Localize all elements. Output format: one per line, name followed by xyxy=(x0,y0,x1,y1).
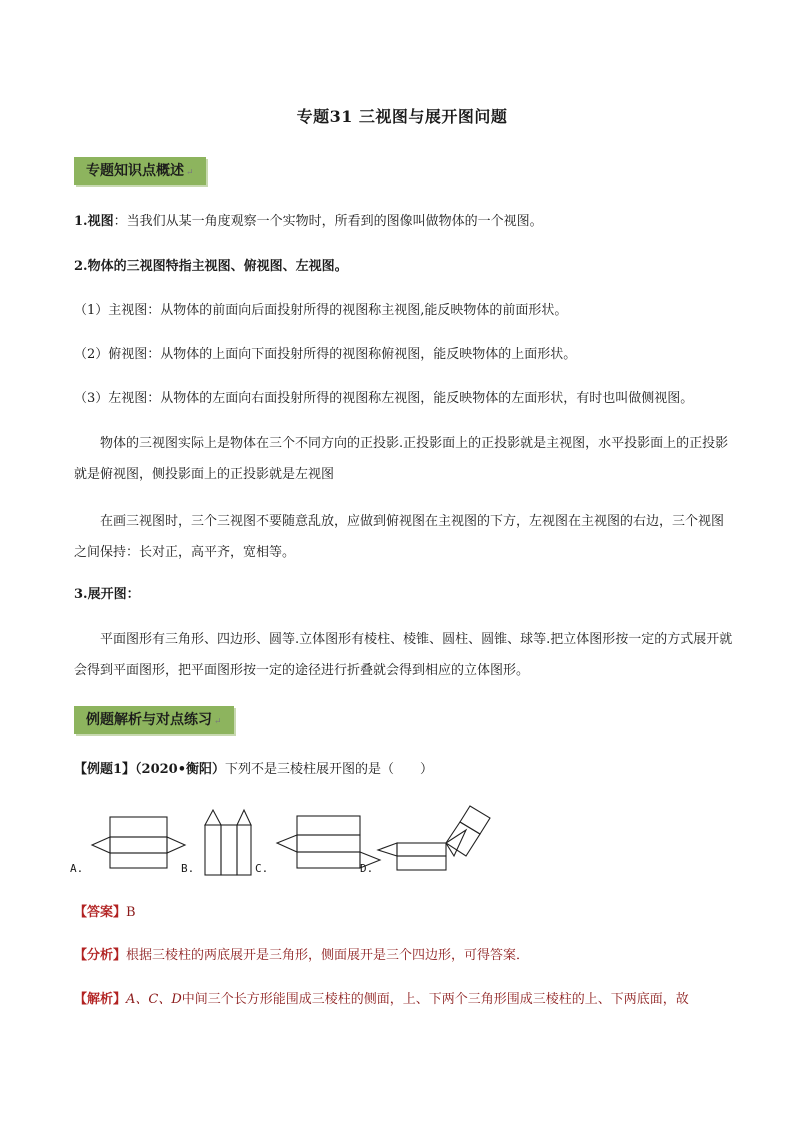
answer-value: B xyxy=(126,905,136,920)
example-source: （2020•衡阳） xyxy=(135,762,226,777)
example-question xyxy=(74,760,734,780)
option-c-label: C. xyxy=(255,862,269,875)
solution-text: 中间三个长方形能围成三棱柱的侧面，上、下两个三角形围成三棱柱的上、下两底面，故 xyxy=(181,992,689,1007)
option-a-label: A. xyxy=(70,862,84,875)
net-heading: 3.展开图： xyxy=(74,587,140,602)
page-title: 专题31 三视图与展开图问题 xyxy=(296,107,508,126)
term-view: 1.视图 xyxy=(74,214,114,229)
option-d-label: D. xyxy=(360,862,374,875)
view-definition-text: ：当我们从某一角度观察一个实物时，所看到的图像叫做物体的一个视图。 xyxy=(113,214,543,229)
paragraph-mark-icon: ↵ xyxy=(214,717,222,727)
section-heading-label: 例题解析与对点练习 xyxy=(86,712,212,728)
option-figures xyxy=(70,800,500,880)
analysis-tag: 【分析】 xyxy=(74,948,127,963)
answer-tag: 【答案】 xyxy=(74,905,127,920)
three-views-heading: 2.物体的三视图特指主视图、俯视图、左视图。 xyxy=(74,259,348,274)
paragraph-left-view: （3）左视图：从物体的左面向右面投射所得的视图称左视图，能反映物体的左面形状，有时也叫做侧视图。 xyxy=(74,391,694,406)
paragraph-front-view: （1）主视图：从物体的前面向后面投射所得的视图称主视图,能反映物体的前面形状。 xyxy=(74,303,568,318)
paragraph-three-views xyxy=(74,257,734,277)
section-heading-overview xyxy=(74,157,206,185)
option-d-figure xyxy=(378,806,490,870)
paragraph-top-view: （2）俯视图：从物体的上面向下面投射所得的视图称俯视图，能反映物体的上面形状。 xyxy=(74,347,577,362)
option-a-figure xyxy=(92,817,185,868)
paragraph-net: 平面图形有三角形、四边形、圆等.立体图形有棱柱、棱锥、圆柱、圆锥、球等.把立体图形按一定的方式展开就会得到平面图形，把平面图形按一定的途径进行折叠就会得到相应的立体图形。 xyxy=(74,632,733,678)
paragraph-projection: 物体的三视图实际上是物体在三个不同方向的正投影.正投影面上的正投影就是主视图，水平投影面上的正投影就是俯视图，侧投影面上的正投影就是左视图 xyxy=(74,436,729,482)
paragraph-net-heading xyxy=(74,585,734,605)
section-heading-examples xyxy=(74,706,234,734)
paragraph-drawing-rules: 在画三视图时，三个三视图不要随意乱放，应做到俯视图在主视图的下方，左视图在主视图的右边，三个视图之间保持：长对正，高平齐，宽相等。 xyxy=(74,514,725,560)
analysis-line xyxy=(74,946,734,966)
option-c-figure xyxy=(277,816,380,868)
answer-line xyxy=(74,903,734,923)
solution-letters: A、C、D xyxy=(126,992,182,1007)
option-b-figure xyxy=(205,810,251,875)
solution-line xyxy=(74,990,754,1010)
solution-tag: 【解析】 xyxy=(74,992,127,1007)
paragraph-mark-icon: ↵ xyxy=(186,168,194,178)
option-b-label: B. xyxy=(181,862,195,875)
example-tag: 【例题1】 xyxy=(74,762,136,777)
section-heading-label: 专题知识点概述 xyxy=(86,163,184,179)
example-question-text: 下列不是三棱柱展开图的是（ ） xyxy=(225,762,434,777)
analysis-text: 根据三棱柱的两底展开是三角形，侧面展开是三个四边形，可得答案． xyxy=(126,948,530,963)
paragraph-view-definition xyxy=(74,212,734,232)
